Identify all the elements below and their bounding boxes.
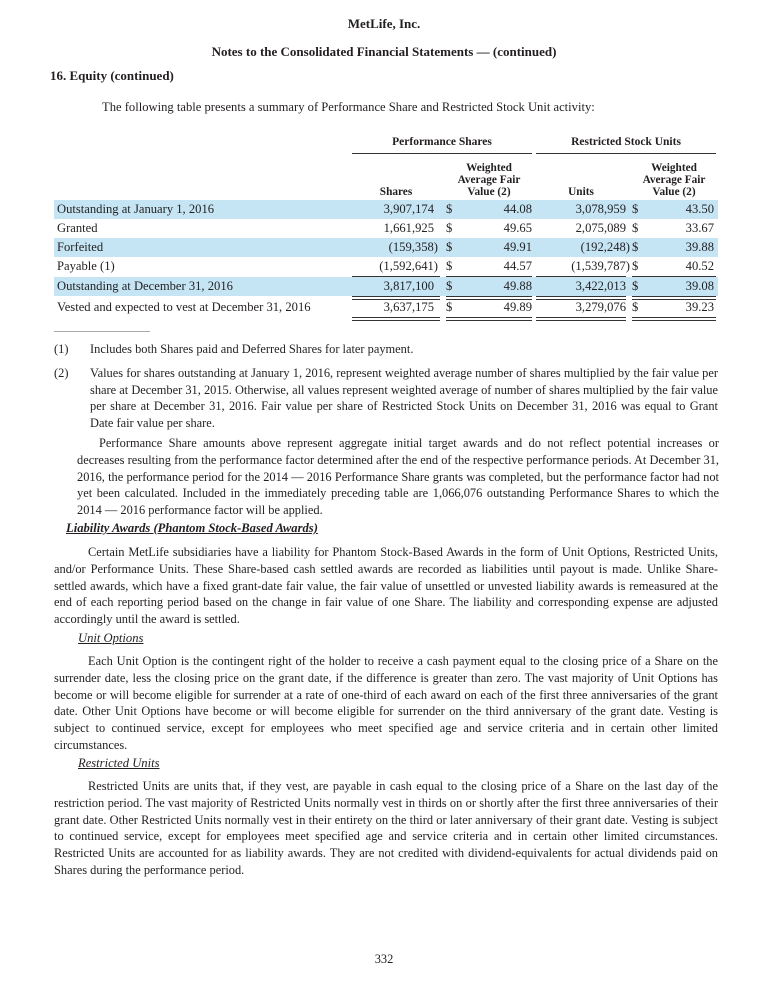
rsu-wafv-value: 33.67 bbox=[685, 221, 714, 235]
total-double-rule bbox=[632, 317, 716, 321]
currency-symbol: $ bbox=[632, 202, 639, 216]
row-label: Forfeited bbox=[57, 240, 104, 254]
footnote-text: Values for shares outstanding at January 1, 2016, represent weighted average number of shares multiplied by the fair value per share at December 31, 2015. Otherwise, all values represent weighted average of number of shares multiplied by the fair value per share at December 31, 2016. Fair value per share of Restricted Stock Units on December 31, 2016 was equal to Grant Date fair value per share. bbox=[90, 366, 718, 431]
col-header-shares: Shares bbox=[352, 186, 440, 202]
rsu-wafv-value: 39.08 bbox=[685, 279, 714, 293]
table-row bbox=[54, 200, 718, 219]
currency-symbol: $ bbox=[446, 279, 453, 293]
currency-symbol: $ bbox=[446, 259, 453, 273]
table-row bbox=[54, 238, 718, 257]
shares-value: 3,637,175 bbox=[383, 300, 434, 314]
restricted-units-paragraph: Restricted Units are units that, if they vest, are payable in cash equal to the closing price of a Share on the last day of the restriction period. The vast majority of Restricted Units normally vest in thirds on or shortly after the first three anniversaries of their grant date. Other Restricted Units normally vest in their entirety on the third or later anniversary of their grant date. Vesting is subject to continued service, except for employees meet specified age and service criteria and in certain other limited circumstances. Restricted Units are accounted for as liability awards. They are not credited with dividend-equivalents for actual dividends paid on Shares during the performance period. bbox=[54, 779, 718, 877]
shares-value: 3,817,100 bbox=[383, 279, 434, 293]
row-label: Granted bbox=[57, 221, 98, 235]
total-double-rule bbox=[352, 296, 440, 300]
subtotal-rule bbox=[632, 276, 716, 277]
col-header-units: Units bbox=[536, 186, 626, 202]
rsu-wafv-value: 43.50 bbox=[685, 202, 714, 216]
footnote-2 bbox=[54, 365, 718, 432]
currency-symbol: $ bbox=[632, 300, 639, 314]
units-value: 3,078,959 bbox=[575, 202, 626, 216]
total-double-rule bbox=[536, 296, 626, 300]
liability-awards-paragraph: Certain MetLife subsidiaries have a liability for Phantom Stock-Based Awards in the form of Unit Options, Restricted Units, and/or Performance Units. These Share-based cash settled awards are recorded as liabilities until payout is made. Unlike Share-settled awards, which have a fixed grant-date fair value, the fair value of unsettled or unvested liability awards is remeasured at the end of each reporting period based on the change in fair value of one Share. The liability and corresponding expense are adjusted accordingly until the award is settled. bbox=[54, 545, 718, 627]
currency-symbol: $ bbox=[446, 202, 453, 216]
shares-value: (1,592,641) bbox=[379, 259, 438, 273]
units-value: 3,422,013 bbox=[575, 279, 626, 293]
ps-wafv-value: 44.08 bbox=[503, 202, 532, 216]
footnote-text: Includes both Shares paid and Deferred Shares for later payment. bbox=[90, 342, 414, 356]
rsu-wafv-value: 40.52 bbox=[685, 259, 714, 273]
row-label: Outstanding at January 1, 2016 bbox=[57, 202, 215, 216]
row-label: Vested and expected to vest at December 31, 2016 bbox=[57, 300, 311, 314]
liability-awards-heading: Liability Awards (Phantom Stock-Based Awards) bbox=[66, 521, 318, 535]
currency-symbol: $ bbox=[632, 259, 639, 273]
group-header-performance-shares: Performance Shares bbox=[352, 136, 532, 154]
col-header-rsu-wafv: Weighted Average Fair Value (2) bbox=[632, 162, 716, 202]
currency-symbol: $ bbox=[446, 221, 453, 235]
table-row bbox=[54, 257, 718, 276]
row-label: Outstanding at December 31, 2016 bbox=[57, 279, 233, 293]
subtotal-rule bbox=[352, 276, 440, 277]
performance-share-paragraph: Performance Share amounts above represent aggregate initial target awards and do not reflect potential increases or decreases resulting from the performance factor determined after the end of the respective performance periods. At December 31, 2016, the performance period for the 2014 — 2016 Performance Share grants was completed, but the performance factor had not yet been calculated. Included in the immediately preceding table are 1,066,076 outstanding Performance Shares to which the 2014 — 2016 performance factor will be applied. bbox=[77, 436, 719, 518]
shares-value: 1,661,925 bbox=[383, 221, 434, 235]
footnote-mark: (1) bbox=[54, 342, 69, 356]
total-double-rule bbox=[632, 296, 716, 300]
company-name: MetLife, Inc. bbox=[347, 16, 421, 31]
units-value: 2,075,089 bbox=[575, 221, 626, 235]
subtotal-rule bbox=[536, 276, 626, 277]
table-row bbox=[54, 277, 718, 296]
total-double-rule bbox=[446, 317, 532, 321]
footnote-separator bbox=[54, 331, 150, 332]
page-number: 332 bbox=[374, 952, 394, 966]
row-label: Payable (1) bbox=[57, 259, 115, 273]
unit-options-paragraph: Each Unit Option is the contingent right of the holder to receive a cash payment equal to the closing price of a Share on the surrender date, less the closing price on the grant date, if the difference is greater than zero. The vast majority of Unit Options has become or will become eligible for surrender at a rate of one-third of each award on each of the first three anniversaries of the grant date. Other Unit Options have become or will become eligible for surrender on the third anniversary of the grant date. Vesting is subject to continued service, except for employees who meet specified age and service criteria and in certain other limited circumstances. bbox=[54, 654, 718, 752]
ps-wafv-value: 49.91 bbox=[503, 240, 532, 254]
total-double-rule bbox=[352, 317, 440, 321]
currency-symbol: $ bbox=[446, 300, 453, 314]
ps-wafv-value: 49.65 bbox=[503, 221, 532, 235]
currency-symbol: $ bbox=[632, 221, 639, 235]
ps-wafv-value: 49.89 bbox=[503, 300, 532, 314]
rsu-wafv-value: 39.88 bbox=[685, 240, 714, 254]
notes-title: Notes to the Consolidated Financial Statements — (continued) bbox=[211, 44, 557, 59]
restricted-units-heading: Restricted Units bbox=[78, 756, 160, 770]
subtotal-rule bbox=[446, 276, 532, 277]
footnote-mark: (2) bbox=[54, 366, 69, 380]
footnote-1 bbox=[54, 341, 718, 358]
group-header-restricted-stock-units: Restricted Stock Units bbox=[536, 136, 716, 154]
ps-wafv-value: 49.88 bbox=[503, 279, 532, 293]
currency-symbol: $ bbox=[632, 279, 639, 293]
ps-wafv-value: 44.57 bbox=[503, 259, 532, 273]
currency-symbol: $ bbox=[632, 240, 639, 254]
shares-value: (159,358) bbox=[388, 240, 438, 254]
shares-value: 3,907,174 bbox=[383, 202, 434, 216]
total-double-rule bbox=[536, 317, 626, 321]
table-row bbox=[54, 298, 718, 317]
col-header-ps-wafv: Weighted Average Fair Value (2) bbox=[446, 162, 532, 202]
unit-options-heading: Unit Options bbox=[78, 631, 144, 645]
units-value: (1,539,787) bbox=[571, 259, 630, 273]
currency-symbol: $ bbox=[446, 240, 453, 254]
units-value: 3,279,076 bbox=[575, 300, 626, 314]
section-title: 16. Equity (continued) bbox=[50, 68, 174, 83]
table-intro: The following table presents a summary of Performance Share and Restricted Stock Unit activity: bbox=[102, 100, 595, 114]
units-value: (192,248) bbox=[580, 240, 630, 254]
table-row bbox=[54, 219, 718, 238]
total-double-rule bbox=[446, 296, 532, 300]
rsu-wafv-value: 39.23 bbox=[685, 300, 714, 314]
